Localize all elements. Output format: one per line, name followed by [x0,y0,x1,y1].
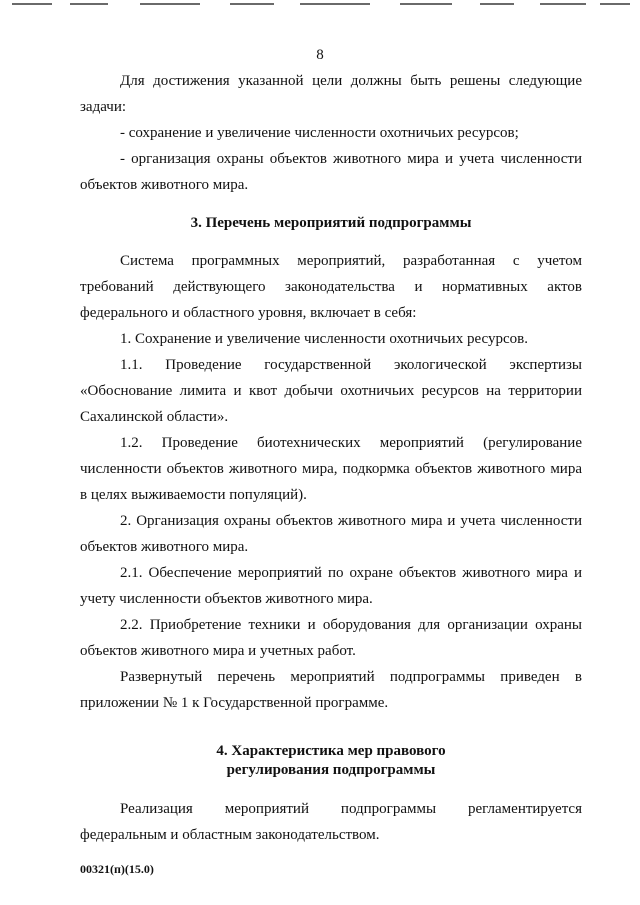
scan-mark [230,3,274,5]
paragraph: Развернутый перечень мероприятий подпрограммы приведен в приложении № 1 к Государственной программе. [80,669,582,711]
paragraph: 1. Сохранение и увеличение численности охотничьих ресурсов. [120,331,528,347]
paragraph: Реализация мероприятий подпрограммы регламентируется федеральным и областным законодательством. [80,801,582,843]
section-4-title-line: регулирования подпрограммы [226,762,436,778]
paragraph: 2.2. Приобретение техники и оборудования для организации охраны объектов животного мира и учетных работ. [80,617,582,659]
section-4-title-line: 4. Характеристика мер правового [216,743,446,759]
scan-mark [140,3,200,5]
section-3-title: 3. Перечень мероприятий подпрограммы [190,215,472,231]
section-4-title [80,742,582,780]
section-4-body [80,796,582,848]
scan-mark [600,3,630,5]
scan-mark [540,3,586,5]
scan-border-top [0,0,640,10]
scan-mark [300,3,370,5]
paragraph: 1.2. Проведение биотехнических мероприятий (регулирование численности объектов животного мира, подкормка объектов животного мира в целях выживаемости популяций). [80,435,582,503]
paragraph: 2. Организация охраны объектов животного мира и учета численности объектов животного мира. [80,513,582,555]
paragraph: Система программных мероприятий, разработанная с учетом требований действующего законодательства и нормативных актов федерального и областного уровня, включает в себя: [80,253,582,321]
paragraph: 2.1. Обеспечение мероприятий по охране объектов животного мира и учету численности объектов животного мира. [80,565,582,607]
scan-mark [400,3,452,5]
section-3-body [80,248,582,716]
task-item: - сохранение и увеличение численности охотничьих ресурсов; [120,125,519,141]
scan-mark [480,3,514,5]
intro-lead: Для достижения указанной цели должны быть решены следующие задачи: [80,73,582,115]
scan-mark [12,3,52,5]
scan-mark [70,3,108,5]
intro-block [80,68,582,198]
paragraph: 1.1. Проведение государственной экологической экспертизы «Обоснование лимита и квот добычи охотничьих ресурсов на территории Сахалинской области». [80,357,582,425]
task-item: - организация охраны объектов животного мира и учета численности объектов животного мира. [80,151,582,193]
page-number: 8 [316,47,324,63]
document-code: 00321(п)(15.0) [80,862,154,876]
